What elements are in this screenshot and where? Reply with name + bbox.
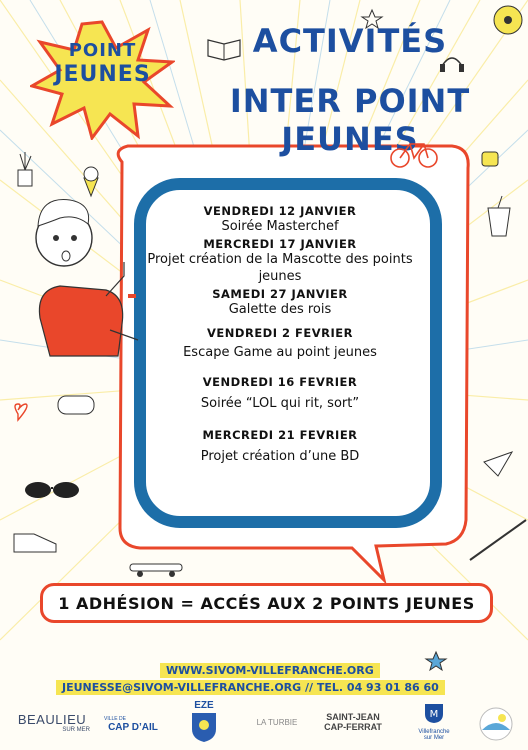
sunglasses-icon: [25, 482, 79, 498]
logo-beaulieu: [14, 712, 90, 733]
eze-crest-icon: [189, 711, 219, 743]
heart-icon: [15, 404, 27, 420]
website-link[interactable]: WWW.SIVOM-VILLEFRANCHE.ORG: [160, 663, 380, 678]
brush-icon: [470, 520, 526, 560]
contact-info[interactable]: JEUNESSE@SIVOM-VILLEFRANCHE.ORG // TEL. 04 93 01 86 60: [56, 680, 445, 695]
event-activity: Galette des rois: [228, 302, 332, 317]
partner-logos: [0, 700, 528, 750]
events-list: [147, 204, 413, 465]
logo-villefranche-line1: Villefranche: [418, 729, 450, 735]
logo-villefranche-line2: sur Mer: [423, 735, 445, 741]
gamepad-icon: [58, 396, 94, 414]
event-activity: Escape Game au point jeunes: [183, 345, 377, 360]
event-activity: Soirée Masterchef: [221, 219, 339, 234]
ball-icon: [494, 6, 522, 34]
logo-turbie-name: LA TURBIE: [256, 718, 298, 727]
event-item: [150, 287, 410, 318]
event-activity: Projet création de la Mascotte des points jeunes: [147, 252, 413, 284]
boy-illustration: [36, 200, 138, 356]
logo-eze: [186, 700, 222, 748]
cup-icon: [488, 196, 510, 236]
ice-cream-icon: [84, 167, 98, 196]
event-activity: Projet création d’une BD: [200, 449, 360, 464]
event-item: [147, 237, 413, 285]
logo-cap-dail: [104, 716, 162, 733]
badge-line1: POINT: [68, 40, 137, 61]
logo-sivom: [474, 706, 518, 747]
logo-saint-jean: [318, 712, 388, 732]
sneaker-icon: [14, 534, 56, 552]
villefranche-crest-icon: [423, 702, 445, 724]
thumbs-up-icon: [482, 152, 498, 166]
paper-plane-icon: [484, 452, 512, 476]
event-item: [150, 428, 410, 465]
title-line2: INTER POINT JEUNES: [229, 82, 471, 158]
logo-stjean-line1: SAINT-JEAN: [326, 712, 380, 722]
event-item: [150, 204, 410, 235]
logo-capdail-top: VILLE DE: [104, 716, 126, 722]
svg-text:M: M: [429, 709, 439, 720]
logo-beaulieu-name: BEAULIEU: [17, 712, 87, 727]
star-icon: [362, 10, 382, 28]
event-item: [150, 375, 410, 412]
logo-villefranche: [412, 702, 456, 741]
badge-line2: JEUNES: [54, 62, 151, 87]
logo-beaulieu-sub: SUR MER: [62, 727, 90, 733]
logo-capdail-name: CAP D’AIL: [108, 722, 158, 733]
event-activity: Soirée “LOL qui rit, sort”: [200, 396, 360, 411]
event-item: [150, 326, 410, 361]
event-date: VENDREDI 12 JANVIER: [203, 204, 357, 218]
event-date: VENDREDI 2 FEVRIER: [207, 326, 353, 340]
event-date: MERCREDI 17 JANVIER: [203, 237, 357, 251]
adhesion-banner: 1 ADHÉSION = ACCÉS AUX 2 POINTS JEUNES: [40, 583, 493, 623]
bicycle-icon: [391, 144, 437, 167]
star-icon-2: [426, 652, 446, 670]
logo-eze-name: EZE: [194, 700, 214, 711]
sivom-logo-icon: [476, 706, 516, 742]
plant-icon: [18, 152, 32, 186]
event-date: MERCREDI 21 FEVRIER: [202, 428, 358, 442]
book-icon: [208, 40, 240, 60]
event-date: VENDREDI 16 FEVRIER: [202, 375, 358, 389]
headphones-icon: [440, 58, 464, 72]
event-date: SAMEDI 27 JANVIER: [212, 287, 348, 301]
skateboard-icon: [130, 564, 182, 577]
logo-la-turbie: [252, 718, 302, 727]
title-line1: ACTIVITÉS: [252, 22, 448, 60]
logo-stjean-line2: CAP-FERRAT: [324, 722, 382, 732]
